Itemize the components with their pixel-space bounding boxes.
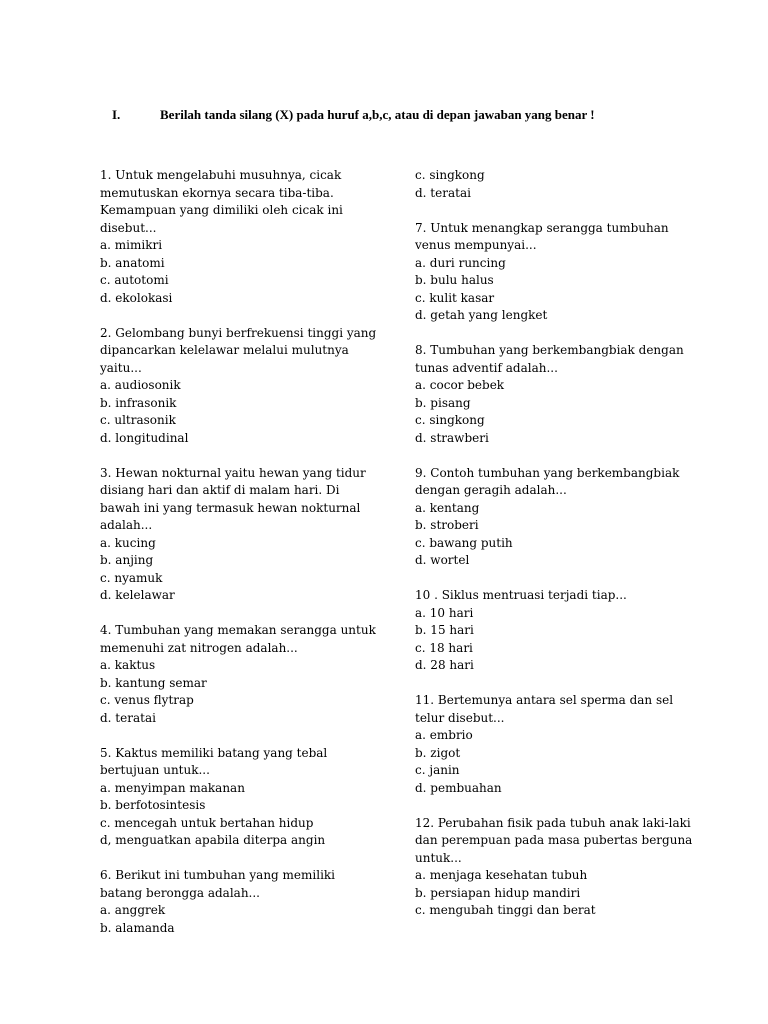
option-d: d. getah yang lengket [415, 308, 548, 322]
option-c: c. mencegah untuk bertahan hidup [100, 815, 314, 830]
right-column [415, 167, 695, 937]
option-c: c. mengubah tinggi dan berat [415, 903, 596, 917]
option-a: a. duri runcing [415, 255, 506, 270]
option-b: b. bulu halus [415, 273, 494, 287]
option-a: a. menjaga kesehatan tubuh [415, 868, 588, 882]
option-a: a. kucing [100, 535, 156, 550]
question-text: 5. Kaktus memiliki batang yang tebal bertujuan untuk... [100, 745, 328, 777]
question-7 [415, 220, 695, 325]
question-6 [100, 867, 380, 937]
question-9 [415, 465, 695, 570]
option-b: b. kantung semar [100, 675, 207, 690]
option-b: b. persiapan hidup mandiri [415, 885, 581, 900]
question-text: 4. Tumbuhan yang memakan serangga untuk memenuhi zat nitrogen adalah... [100, 623, 376, 655]
option-d: d. kelelawar [100, 588, 175, 602]
question-text: 11. Bertemunya antara sel sperma dan sel telur disebut... [415, 693, 674, 725]
option-d: d. 28 hari [415, 658, 474, 672]
option-a: a. 10 hari [415, 605, 474, 620]
question-text: 10 . Siklus mentruasi terjadi tiap... [415, 588, 627, 602]
option-c: c. nyamuk [100, 570, 163, 585]
option-b: b. berfotosintesis [100, 798, 206, 812]
question-4 [100, 622, 380, 727]
question-text: 12. Perubahan fisik pada tubuh anak laki-laki dan perempuan pada masa pubertas berguna untuk... [415, 815, 693, 865]
option-c: c. janin [415, 763, 460, 777]
question-10 [415, 587, 695, 675]
question-8 [415, 342, 695, 447]
option-b: b. anatomi [100, 255, 165, 270]
question-6-continued [415, 167, 695, 202]
question-2 [100, 325, 380, 448]
option-d: d. teratai [100, 710, 156, 725]
option-d: d. ekolokasi [100, 290, 173, 305]
option-b: b. anjing [100, 553, 154, 567]
option-c: c. kulit kasar [415, 290, 495, 305]
option-d: d. pembuahan [415, 780, 502, 795]
option-a: a. menyimpan makanan [100, 780, 245, 795]
option-d: d. teratai [415, 185, 471, 200]
question-text: 6. Berikut ini tumbuhan yang memiliki batang berongga adalah... [100, 868, 336, 900]
question-text: 3. Hewan nokturnal yaitu hewan yang tidur disiang hari dan aktif di malam hari. Di bawah ini yang termasuk hewan nokturnal adalah... [100, 465, 366, 532]
section-instruction: Berilah tanda silang (X) pada huruf a,b,c, atau di depan jawaban yang benar ! [160, 107, 595, 122]
option-a: a. anggrek [100, 903, 166, 917]
option-d: d, menguatkan apabila diterpa angin [100, 833, 326, 847]
option-b: b. alamanda [100, 920, 175, 935]
option-c: c. 18 hari [415, 640, 473, 655]
question-text: 2. Gelombang bunyi berfrekuensi tinggi yang dipancarkan kelelawar melalui mulutnya yaitu... [100, 325, 377, 375]
option-b: b. zigot [415, 745, 461, 760]
option-c: c. singkong [415, 413, 485, 427]
question-11 [415, 692, 695, 797]
question-text: 7. Untuk menangkap serangga tumbuhan venus mempunyai... [415, 220, 669, 252]
option-b: b. stroberi [415, 518, 479, 532]
option-a: a. embrio [415, 728, 473, 742]
option-b: b. pisang [415, 395, 471, 410]
option-d: d. wortel [415, 553, 470, 567]
option-a: a. kentang [415, 500, 480, 515]
question-text: 1. Untuk mengelabuhi musuhnya, cicak memutuskan ekornya secara tiba-tiba. Kemampuan yang dimiliki oleh cicak ini disebut... [100, 168, 343, 235]
option-c: c. venus flytrap [100, 693, 194, 707]
option-b: b. 15 hari [415, 623, 474, 637]
question-3 [100, 465, 380, 605]
option-c: c. autotomi [100, 273, 169, 287]
option-d: d. longitudinal [100, 430, 189, 445]
question-text: 9. Contoh tumbuhan yang berkembangbiak dengan geragih adalah... [415, 465, 680, 497]
option-a: a. cocor bebek [415, 378, 505, 392]
option-b: b. infrasonik [100, 395, 177, 410]
question-12 [415, 815, 695, 920]
option-c: c. ultrasonik [100, 413, 176, 427]
section-number: I. [112, 107, 121, 122]
question-text: 8. Tumbuhan yang berkembangbiak dengan tunas adventif adalah... [415, 343, 684, 375]
left-column [100, 167, 380, 955]
question-5 [100, 745, 380, 850]
option-a: a. mimikri [100, 238, 163, 252]
option-c: c. bawang putih [415, 535, 513, 550]
option-a: a. audiosonik [100, 378, 181, 392]
option-c: c. singkong [415, 168, 485, 182]
question-1 [100, 167, 380, 307]
option-d: d. strawberi [415, 430, 489, 445]
option-a: a. kaktus [100, 658, 156, 672]
